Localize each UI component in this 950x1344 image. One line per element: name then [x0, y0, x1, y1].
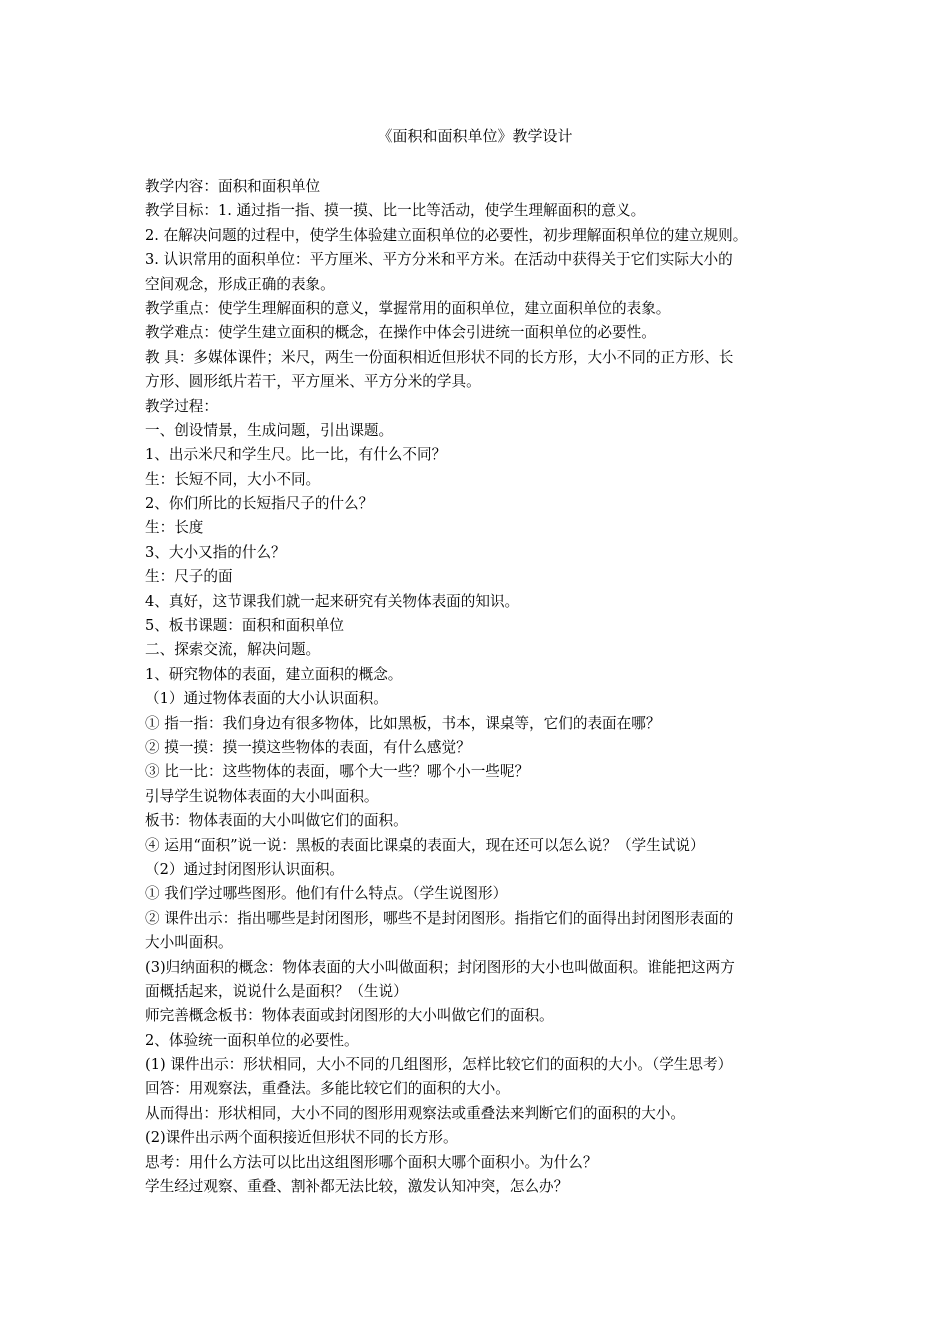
text-line: 回答：用观察法，重叠法。多能比较它们的面积的大小。 [145, 1080, 510, 1098]
text-line: 教 具：多媒体课件；米尺，两生一份面积相近但形状不同的长方形，大小不同的正方形、长 [145, 348, 734, 366]
text-line: （1）通过物体表面的大小认识面积。 [145, 690, 388, 708]
text-line: 1、出示米尺和学生尺。比一比，有什么不同？ [145, 446, 447, 464]
text-line: 教学过程： [145, 397, 218, 415]
text-line: 空间观念，形成正确的表象。 [145, 275, 335, 293]
text-line: (3)归纳面积的概念：物体表面的大小叫做面积；封闭图形的大小也叫做面积。谁能把这两方 [145, 958, 735, 976]
text-line: 教学难点：使学生建立面积的概念，在操作中体会引进统一面积单位的必要性。 [145, 324, 656, 342]
text-line: 生：尺子的面 [145, 568, 233, 586]
text-line: ② 课件出示：指出哪些是封闭图形，哪些不是封闭图形。指指它们的面得出封闭图形表面的 [145, 909, 734, 927]
text-line: 4、真好，这节课我们就一起来研究有关物体表面的知识。 [145, 592, 520, 610]
text-line: 面概括起来，说说什么是面积？（生说） [145, 982, 408, 1000]
text-line: 2、你们所比的长短指尺子的什么？ [145, 495, 374, 513]
text-line: 学生经过观察、重叠、割补都无法比较，激发认知冲突，怎么办？ [145, 1178, 569, 1196]
text-line: （2）通过封闭图形认识面积。 [145, 860, 345, 878]
text-line: 从而得出：形状相同，大小不同的图形用观察法或重叠法来判断它们的面积的大小。 [145, 1104, 685, 1122]
text-line: 教学目标：1. 通过指一指、摸一摸、比一比等活动，使学生理解面积的意义。 [145, 202, 646, 220]
text-line: 教学内容：面积和面积单位 [145, 178, 321, 195]
text-line: 板书：物体表面的大小叫做它们的面积。 [145, 812, 408, 830]
text-line: 生：长短不同，大小不同。 [145, 470, 321, 488]
text-line: 1、研究物体的表面，建立面积的概念。 [145, 665, 403, 683]
text-line: 3、大小又指的什么？ [145, 543, 286, 561]
text-line: (2)课件出示两个面积接近但形状不同的长方形。 [145, 1129, 458, 1147]
text-line: 师完善概念板书：物体表面或封闭图形的大小叫做它们的面积。 [145, 1007, 554, 1025]
text-line: 二、探索交流，解决问题。 [145, 641, 321, 659]
text-line: 生：长度 [145, 519, 204, 537]
text-line: ① 指一指：我们身边有很多物体，比如黑板，书本，课桌等，它们的表面在哪？ [145, 714, 661, 732]
text-line: 一、创设情景，生成问题，引出课题。 [145, 421, 394, 439]
text-line: 3. 认识常用的面积单位：平方厘米、平方分米和平方米。在活动中获得关于它们实际大小的 [145, 251, 733, 269]
text-line: 方形、圆形纸片若干，平方厘米、平方分米的学具。 [145, 373, 481, 391]
text-line: 引导学生说物体表面的大小叫面积。 [145, 787, 379, 805]
text-line: ④ 运用“面积”说一说：黑板的表面比课桌的表面大，现在还可以怎么说？（学生试说） [145, 836, 705, 854]
text-line: ③ 比一比：这些物体的表面，哪个大一些？哪个小一些呢？ [145, 763, 530, 781]
text-line: 2. 在解决问题的过程中，使学生体验建立面积单位的必要性，初步理解面积单位的建立规则。 [145, 226, 748, 244]
document-title: 《面积和面积单位》教学设计 [377, 127, 573, 145]
text-line: (1) 课件出示：形状相同，大小不同的几组图形，怎样比较它们的面积的大小。（学生思考） [145, 1056, 733, 1074]
document-body [145, 175, 825, 1199]
text-line: 教学重点：使学生理解面积的意义，掌握常用的面积单位，建立面积单位的表象。 [145, 299, 671, 317]
text-line: 大小叫面积。 [145, 934, 233, 952]
text-line: 2、体验统一面积单位的必要性。 [145, 1031, 359, 1049]
text-line: ② 摸一摸：摸一摸这些物体的表面，有什么感觉？ [145, 738, 471, 756]
text-line: ① 我们学过哪些图形。他们有什么特点。（学生说图形） [145, 885, 508, 903]
text-line: 5、板书课题：面积和面积单位 [145, 617, 345, 635]
text-line: 思考：用什么方法可以比出这组图形哪个面积大哪个面积小。为什么？ [145, 1153, 598, 1171]
